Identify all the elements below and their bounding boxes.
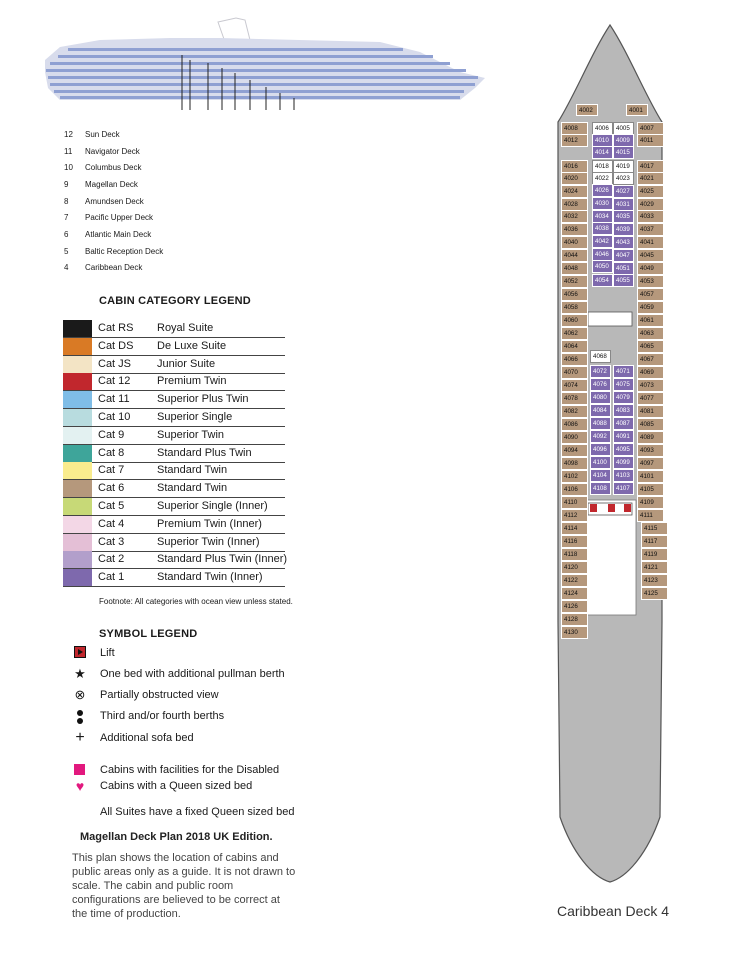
- legend-category-code: Cat 6: [98, 482, 125, 495]
- symbol-text: Cabins with facilities for the Disabled: [100, 764, 280, 776]
- cabin[interactable]: 4117: [641, 535, 668, 548]
- cabin[interactable]: 4112: [561, 509, 588, 522]
- legend-row: [63, 338, 285, 356]
- cabin[interactable]: 4101: [637, 470, 664, 483]
- legend-category-name: Standard Plus Twin (Inner): [157, 553, 288, 566]
- cabin[interactable]: 4120: [561, 561, 588, 574]
- cabin[interactable]: 4122: [561, 574, 588, 587]
- cabin[interactable]: 4093: [637, 444, 664, 457]
- cabin[interactable]: 4057: [637, 288, 664, 301]
- cabin[interactable]: 4049: [637, 262, 664, 275]
- legend-category-code: Cat RS: [98, 322, 134, 334]
- cabin[interactable]: 4064: [561, 340, 588, 353]
- cabin[interactable]: 4051: [613, 262, 634, 275]
- symbol-text: One bed with additional pullman berth: [100, 668, 285, 680]
- legend-row: [63, 498, 285, 516]
- legend-category-name: Superior Single (Inner): [157, 500, 268, 512]
- deck-plan-label: Caribbean Deck 4: [557, 903, 670, 919]
- legend-row: [63, 391, 285, 409]
- legend-row: [63, 462, 285, 480]
- cabin[interactable]: 4044: [561, 249, 588, 262]
- deck-name: Amundsen Deck: [85, 197, 144, 206]
- cabin[interactable]: 4110: [561, 496, 588, 509]
- deck-name: Navigator Deck: [85, 147, 140, 156]
- cabin[interactable]: 4042: [592, 235, 613, 248]
- cabin[interactable]: 4109: [637, 496, 664, 509]
- cabin[interactable]: 4103: [613, 469, 634, 482]
- legend-category-name: Junior Suite: [157, 357, 216, 370]
- ship-silhouette: [45, 18, 485, 100]
- cabin[interactable]: 4086: [561, 418, 588, 431]
- cabin[interactable]: 4071: [613, 365, 634, 378]
- lift-icon: [590, 504, 597, 512]
- deck-number: 12: [64, 130, 73, 139]
- legend-swatch: [63, 516, 92, 533]
- cabin[interactable]: 4050: [592, 260, 613, 273]
- cabin[interactable]: 4039: [613, 223, 634, 236]
- cabin[interactable]: 4091: [613, 430, 634, 443]
- cabin[interactable]: 4111: [637, 509, 664, 522]
- legend-category-name: Standard Plus Twin: [157, 446, 252, 459]
- legend-category-code: Cat 10: [98, 411, 131, 423]
- cabin[interactable]: 4105: [637, 483, 664, 496]
- cabin[interactable]: 4130: [561, 626, 588, 639]
- cabin[interactable]: 4084: [590, 404, 611, 417]
- cabin[interactable]: 4023: [613, 172, 634, 185]
- deck-name: Atlantic Main Deck: [85, 230, 152, 239]
- cabin[interactable]: 4055: [613, 274, 634, 287]
- cabin[interactable]: 4102: [561, 470, 588, 483]
- cabin[interactable]: 4026: [592, 184, 613, 197]
- cabin[interactable]: 4022: [592, 172, 613, 185]
- legend-row: [63, 534, 285, 552]
- legend-row: [63, 569, 285, 587]
- legend-row: [63, 445, 285, 463]
- disabled-square-icon: [73, 764, 87, 778]
- lift-icon: [608, 504, 615, 512]
- cabin[interactable]: 4028: [561, 198, 588, 211]
- symbol-text: Additional sofa bed: [100, 732, 194, 744]
- cabin[interactable]: 4066: [561, 353, 588, 366]
- cabin[interactable]: 4085: [637, 418, 664, 431]
- plan-description: This plan shows the location of cabins and public areas only as a guide. It is not drawn to scale. The cabin and public room configurations are believed to be correct at the time of production.: [72, 852, 296, 920]
- legend-row: [63, 516, 285, 534]
- deck-number: 9: [64, 180, 69, 189]
- cabin[interactable]: 4115: [641, 522, 668, 535]
- cabin[interactable]: 4012: [561, 134, 588, 147]
- cabin[interactable]: 4005: [613, 122, 634, 135]
- cabin[interactable]: 4036: [561, 223, 588, 236]
- legend-category-code: Cat DS: [98, 339, 134, 352]
- cabin[interactable]: 4123: [641, 574, 668, 587]
- cabin[interactable]: 4015: [613, 146, 634, 159]
- legend-category-code: Cat 9: [98, 428, 125, 441]
- legend-row: [63, 427, 285, 445]
- cabin[interactable]: 4095: [613, 443, 634, 456]
- cabin[interactable]: 4083: [613, 404, 634, 417]
- cabin[interactable]: 4054: [592, 274, 613, 287]
- legend-swatch: [63, 373, 92, 390]
- legend-category-name: Royal Suite: [157, 322, 214, 334]
- cabin[interactable]: 4001: [626, 104, 648, 116]
- plus-icon: +: [75, 729, 85, 746]
- legend-swatch: [63, 356, 92, 373]
- cabin[interactable]: 4097: [637, 457, 664, 470]
- cabin[interactable]: 4014: [592, 146, 613, 159]
- cabin[interactable]: 4063: [637, 327, 664, 340]
- deck-name: Magellan Deck: [85, 180, 138, 189]
- cabin[interactable]: 4016: [561, 160, 588, 173]
- cabin[interactable]: 4037: [637, 223, 664, 236]
- legend-category-code: Cat 12: [98, 375, 131, 388]
- legend-category-name: De Luxe Suite: [157, 339, 227, 352]
- cabin[interactable]: 4069: [637, 366, 664, 379]
- legend-category-code: Cat JS: [98, 357, 132, 370]
- legend-category-name: Superior Plus Twin: [157, 393, 249, 406]
- legend-category-name: Standard Twin (Inner): [157, 571, 263, 584]
- cabin[interactable]: 4053: [637, 275, 664, 288]
- cabin[interactable]: 4125: [641, 587, 668, 600]
- cabin[interactable]: 4033: [637, 210, 664, 223]
- cabin[interactable]: 4100: [590, 456, 611, 469]
- cabin[interactable]: 4089: [637, 431, 664, 444]
- legend-swatch: [63, 338, 92, 355]
- deck-number: 4: [64, 263, 69, 272]
- cabin[interactable]: 4126: [561, 600, 588, 613]
- cabin[interactable]: 4029: [637, 198, 664, 211]
- cabin[interactable]: 4104: [590, 469, 611, 482]
- cabin[interactable]: 4041: [637, 236, 664, 249]
- cabin[interactable]: 4099: [613, 456, 634, 469]
- legend-swatch: [63, 391, 92, 408]
- cabin[interactable]: 4038: [592, 222, 613, 235]
- legend-category-code: Cat 5: [98, 500, 125, 512]
- cabin[interactable]: 4073: [637, 379, 664, 392]
- symbol-text: Lift: [100, 647, 115, 659]
- obstructed-view-icon: ⊗: [74, 687, 86, 702]
- cabin[interactable]: 4056: [561, 288, 588, 301]
- cabin[interactable]: 4088: [590, 417, 611, 430]
- legend-row: [63, 356, 285, 374]
- cabin[interactable]: 4118: [561, 548, 588, 561]
- cabin[interactable]: 4114: [561, 522, 588, 535]
- legend-row: [63, 409, 285, 427]
- symbol-text: Partially obstructed view: [100, 689, 219, 701]
- deck-name: Pacific Upper Deck: [85, 213, 154, 222]
- legend-footnote: Footnote: All categories with ocean view unless stated.: [99, 597, 293, 606]
- cabin[interactable]: 4048: [561, 262, 588, 275]
- cabin[interactable]: 4107: [613, 482, 634, 495]
- legend-swatch: [63, 551, 92, 568]
- cabin[interactable]: 4045: [637, 249, 664, 262]
- cabin[interactable]: 4124: [561, 587, 588, 600]
- cabin[interactable]: 4067: [637, 353, 664, 366]
- ship-profile: [40, 0, 500, 110]
- deck-number: 7: [64, 213, 69, 222]
- cabin[interactable]: 4128: [561, 613, 588, 626]
- legend-row: [63, 551, 288, 569]
- cabin[interactable]: 4017: [637, 160, 664, 173]
- cabin[interactable]: 4024: [561, 185, 588, 198]
- lift-icon: [73, 646, 87, 660]
- legend-category-name: Superior Single: [157, 411, 233, 423]
- cabin[interactable]: 4108: [590, 482, 611, 495]
- cabin[interactable]: 4006: [592, 122, 613, 135]
- cabin[interactable]: 4121: [641, 561, 668, 574]
- cabin[interactable]: 4061: [637, 314, 664, 327]
- cabin[interactable]: 4072: [590, 365, 611, 378]
- legend-category-code: Cat 1: [98, 571, 125, 584]
- cabin[interactable]: 4011: [637, 134, 664, 147]
- stairwell-forward: [588, 312, 632, 326]
- legend-category-name: Premium Twin (Inner): [157, 517, 262, 530]
- cabin[interactable]: 4052: [561, 275, 588, 288]
- cabin[interactable]: 4077: [637, 392, 664, 405]
- star-icon: ★: [74, 666, 86, 681]
- symbol-text: Cabins with a Queen sized bed: [100, 780, 253, 792]
- berths-icon: [73, 709, 87, 723]
- legend-category-name: Superior Twin (Inner): [157, 535, 260, 548]
- legend-swatch: [63, 569, 92, 586]
- cabin[interactable]: 4007: [637, 122, 664, 135]
- legend-swatch: [63, 462, 92, 479]
- cabin[interactable]: 4082: [561, 405, 588, 418]
- cabin[interactable]: 4040: [561, 236, 588, 249]
- cabin[interactable]: 4009: [613, 134, 634, 147]
- cabin[interactable]: 4047: [613, 249, 634, 262]
- deck-number: 5: [64, 247, 69, 256]
- legend-category-code: Cat 8: [98, 446, 125, 459]
- legend-category-name: Superior Twin: [157, 428, 225, 441]
- legend-category-code: Cat 11: [98, 393, 130, 406]
- cabin[interactable]: 4021: [637, 172, 664, 185]
- legend-swatch: [63, 534, 92, 551]
- cabin[interactable]: 4096: [590, 443, 611, 456]
- cabin[interactable]: 4035: [613, 210, 634, 223]
- cabin[interactable]: 4027: [613, 185, 634, 198]
- legend-category-code: Cat 2: [98, 553, 125, 566]
- legend-swatch: [63, 427, 92, 444]
- cabin[interactable]: 4090: [561, 431, 588, 444]
- cabin[interactable]: 4068: [590, 350, 611, 363]
- deck-name: Columbus Deck: [85, 163, 142, 172]
- cabin[interactable]: 4019: [613, 160, 634, 173]
- cabin[interactable]: 4078: [561, 392, 588, 405]
- cabin[interactable]: 4075: [613, 378, 634, 391]
- deck-name: Sun Deck: [85, 130, 120, 139]
- legend-category-name: Premium Twin: [157, 375, 227, 388]
- cabin[interactable]: 4076: [590, 378, 611, 391]
- legend-category-code: Cat 4: [98, 517, 125, 530]
- cabin[interactable]: 4070: [561, 366, 588, 379]
- deck-name: Baltic Reception Deck: [85, 247, 164, 256]
- cabin[interactable]: 4034: [592, 210, 613, 223]
- deck-number: 8: [64, 197, 69, 206]
- legend-row: [63, 480, 285, 498]
- deck-number: 10: [64, 163, 73, 172]
- cabin[interactable]: 4094: [561, 444, 588, 457]
- cabin[interactable]: 4058: [561, 301, 588, 314]
- cabin[interactable]: 4059: [637, 301, 664, 314]
- legend-category-name: Standard Twin: [157, 464, 228, 477]
- legend-swatch: [63, 498, 92, 515]
- legend-category-code: Cat 7: [98, 464, 125, 477]
- legend-category-name: Standard Twin: [157, 482, 228, 495]
- legend-swatch: [63, 409, 92, 426]
- cabin[interactable]: 4065: [637, 340, 664, 353]
- cabin[interactable]: 4008: [561, 122, 588, 135]
- central-atrium: [586, 500, 636, 615]
- legend-swatch: [63, 320, 92, 337]
- cabin[interactable]: 4002: [576, 104, 598, 116]
- symbol-text: Third and/or fourth berths: [100, 710, 225, 722]
- cabin[interactable]: 4079: [613, 391, 634, 404]
- legend-category-code: Cat 3: [98, 535, 125, 548]
- cabin[interactable]: 4046: [592, 248, 613, 261]
- cabin[interactable]: 4080: [590, 391, 611, 404]
- cabin[interactable]: 4030: [592, 197, 613, 210]
- cabin[interactable]: 4031: [613, 198, 634, 211]
- plan-title: Magellan Deck Plan 2018 UK Edition.: [80, 831, 273, 843]
- cabin[interactable]: 4025: [637, 185, 664, 198]
- cabin[interactable]: 4020: [561, 172, 588, 185]
- symbol-legend-title: SYMBOL LEGEND: [99, 628, 198, 640]
- cabin[interactable]: 4119: [641, 548, 668, 561]
- legend-row: [63, 320, 285, 338]
- cabin[interactable]: 4081: [637, 405, 664, 418]
- cabin[interactable]: 4116: [561, 535, 588, 548]
- cabin[interactable]: 4032: [561, 210, 588, 223]
- cabin[interactable]: 4043: [613, 236, 634, 249]
- cabin[interactable]: 4098: [561, 457, 588, 470]
- suites-note: All Suites have a fixed Queen sized bed: [100, 806, 295, 818]
- cabin[interactable]: 4092: [590, 430, 611, 443]
- cabin[interactable]: 4018: [592, 160, 613, 173]
- heart-icon: ♥: [75, 778, 85, 794]
- deck-number: 11: [64, 147, 73, 156]
- cabin[interactable]: 4062: [561, 327, 588, 340]
- deck-name: Caribbean Deck: [85, 263, 143, 272]
- deck-number: 6: [64, 230, 69, 239]
- cabin[interactable]: 4074: [561, 379, 588, 392]
- legend-swatch: [63, 445, 92, 462]
- cabin[interactable]: 4060: [561, 314, 588, 327]
- legend-row: [63, 373, 285, 391]
- cabin[interactable]: 4010: [592, 134, 613, 147]
- legend-swatch: [63, 480, 92, 497]
- cabin-legend-title: CABIN CATEGORY LEGEND: [99, 295, 251, 307]
- cabin[interactable]: 4106: [561, 483, 588, 496]
- lift-icon: [624, 504, 631, 512]
- cabin[interactable]: 4087: [613, 417, 634, 430]
